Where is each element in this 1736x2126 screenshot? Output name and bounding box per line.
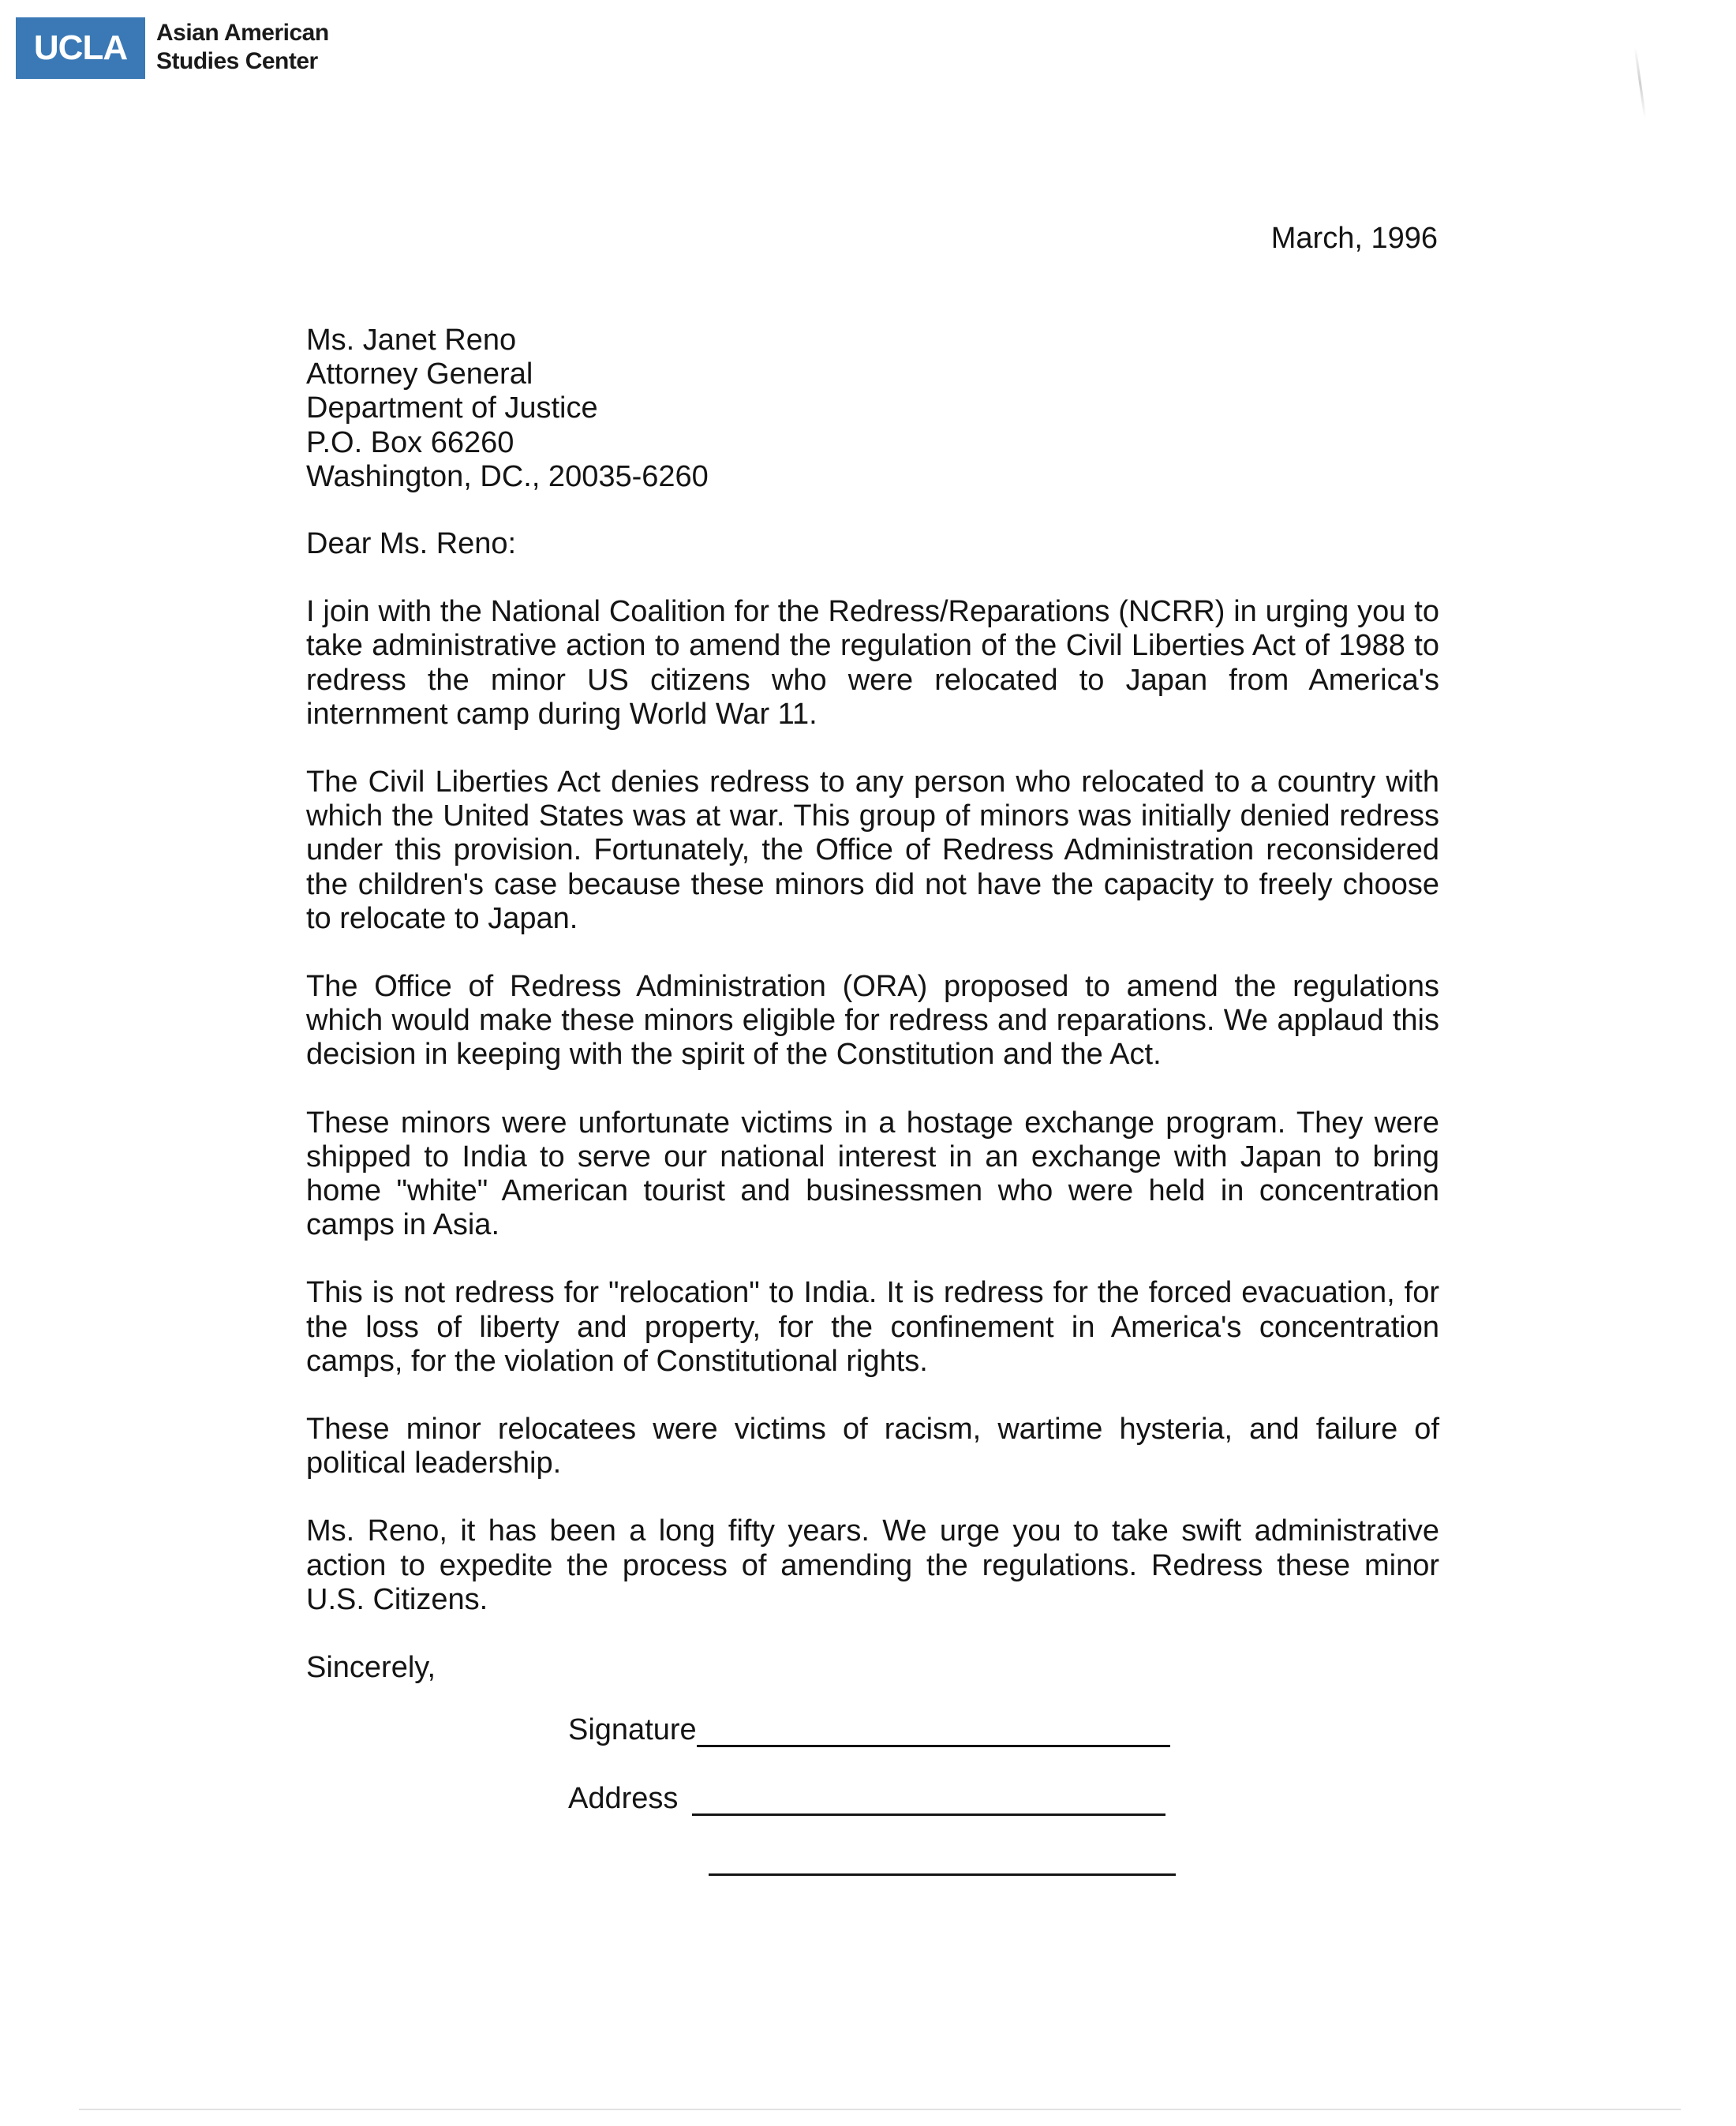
recipient-po-box: P.O. Box 66260 bbox=[306, 425, 514, 459]
signature-row bbox=[568, 1712, 1170, 1747]
paragraph-1: I join with the National Coalition for the Redress/Reparations (NCRR) in urging you to take administrative action to amend the regulation of the Civil Liberties Act of 1988 to redress the minor US citizens who were relocated to Japan from America's internment camp during World War 11. bbox=[306, 595, 1439, 731]
paragraph-6: These minor relocatees were victims of racism, wartime hysteria, and failure of political leadership. bbox=[306, 1413, 1439, 1480]
signature-label: Signature bbox=[568, 1713, 697, 1746]
center-name-line2: Studies Center bbox=[156, 48, 318, 74]
paragraph-5: This is not redress for "relocation" to India. It is redress for the forced evacuation, for the loss of liberty and property, for the confinement in America's concentration camps, for the violation of Constitutional rights. bbox=[306, 1276, 1439, 1378]
recipient-department: Department of Justice bbox=[306, 391, 598, 425]
address-label: Address bbox=[568, 1782, 679, 1815]
salutation: Dear Ms. Reno: bbox=[306, 527, 517, 560]
recipient-city: Washington, DC., 20035-6260 bbox=[306, 459, 709, 493]
scan-artifact bbox=[1634, 47, 1646, 118]
letter-date: March, 1996 bbox=[1270, 222, 1438, 255]
address-line-1[interactable] bbox=[692, 1787, 1165, 1816]
recipient-address bbox=[306, 324, 1439, 494]
address-line-2[interactable] bbox=[709, 1847, 1176, 1876]
center-name-line1: Asian American bbox=[156, 20, 329, 46]
letter-body bbox=[306, 527, 1439, 1719]
recipient-name: Ms. Janet Reno bbox=[306, 324, 517, 357]
address-row-2 bbox=[568, 1847, 1176, 1876]
address-row bbox=[568, 1781, 1165, 1816]
center-name bbox=[156, 19, 329, 76]
paragraph-2: The Civil Liberties Act denies redress to any person who relocated to a country with which the United States was at war. This group of minors was initially denied redress under this provision. Fortunately, the Office of Redress Administration reconsidered the children's case because these minors did not have the capacity to freely choose to relocate to Japan. bbox=[306, 765, 1439, 935]
ucla-logo bbox=[16, 17, 145, 79]
logo-text: UCLA bbox=[33, 28, 128, 67]
paragraph-7: Ms. Reno, it has been a long fifty years. We urge you to take swift administrative action to expedite the process of amending the regulations. Redress these minor U.S. Citizens. bbox=[306, 1514, 1439, 1616]
closing: Sincerely, bbox=[306, 1651, 436, 1685]
scan-edge-line bbox=[79, 2109, 1681, 2110]
signature-line[interactable] bbox=[697, 1718, 1170, 1747]
paragraph-3: The Office of Redress Administration (ORA) proposed to amend the regulations which would make these minors eligible for redress and reparations. We applaud this decision in keeping with the spirit of the Constitution and the Act. bbox=[306, 970, 1439, 1072]
paragraph-4: These minors were unfortunate victims in a hostage exchange program. They were shipped to India to serve our national interest in an exchange with Japan to bring home "white" American tourist and businessmen who were held in concentration camps in Asia. bbox=[306, 1106, 1439, 1242]
recipient-title: Attorney General bbox=[306, 357, 533, 391]
